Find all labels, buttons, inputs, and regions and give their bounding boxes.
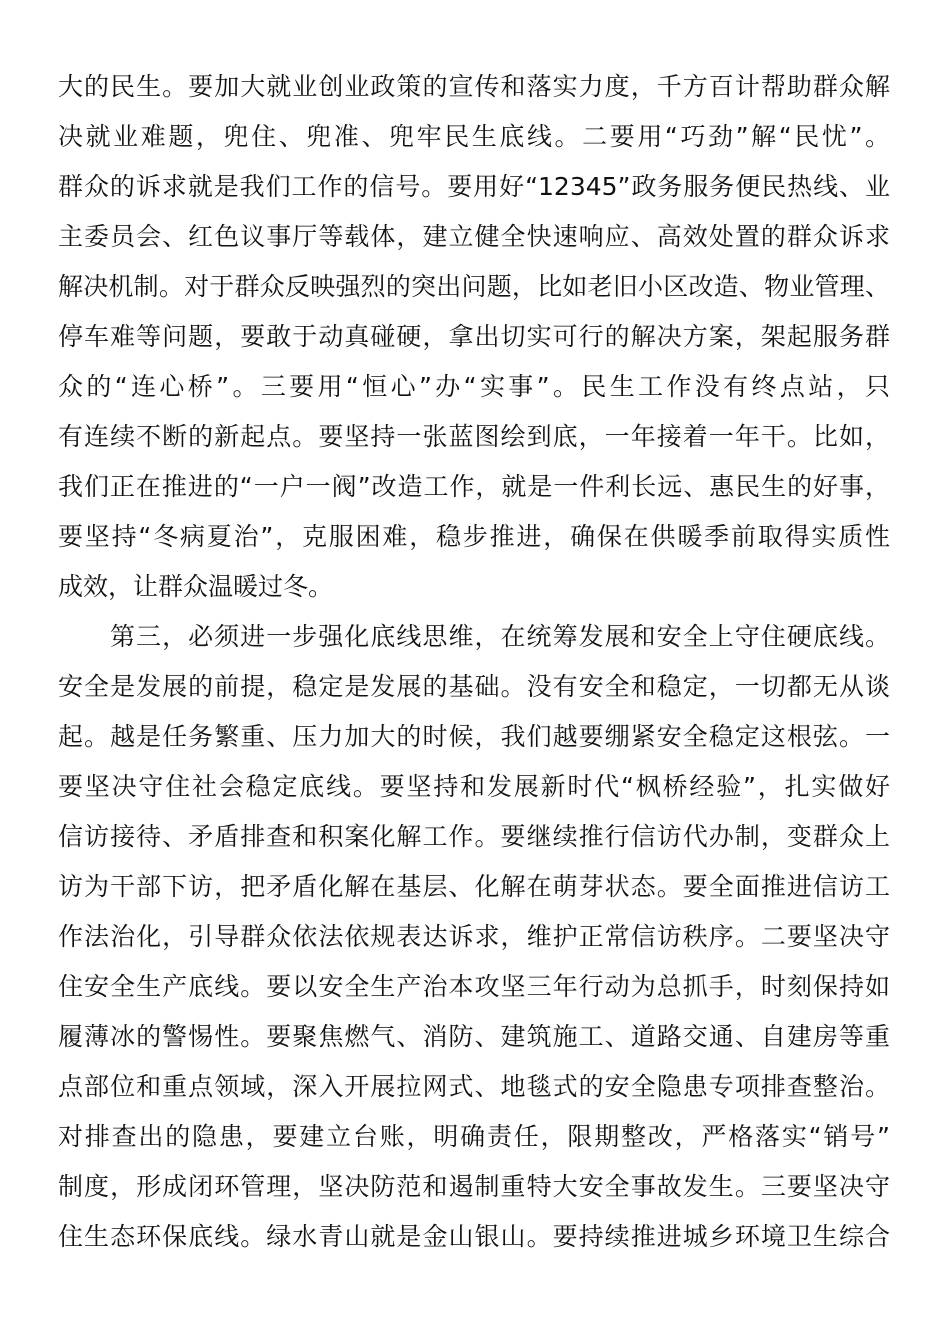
text-line: 群众的诉求就是我们工作的信号。要用好“12345”政务服务便民热线、业 <box>58 172 890 201</box>
text-line: 大的民生。要加大就业创业政策的宣传和落实力度，千方百计帮助群众解 <box>58 72 890 101</box>
text-line: 住生态环保底线。绿水青山就是金山银山。要持续推进城乡环境卫生综合 <box>58 1222 890 1251</box>
text-line: 对排查出的隐患，要建立台账，明确责任，限期整改，严格落实“销号” <box>58 1122 890 1151</box>
text-line: 停车难等问题，要敢于动真碰硬，拿出切实可行的解决方案，架起服务群 <box>58 322 890 351</box>
text-line: 访为干部下访，把矛盾化解在基层、化解在萌芽状态。要全面推进信访工 <box>58 872 890 901</box>
text-line: 决就业难题，兜住、兜准、兜牢民生底线。二要用“巧劲”解“民忧”。 <box>58 122 890 151</box>
text-line: 点部位和重点领域，深入开展拉网式、地毯式的安全隐患专项排查整治。 <box>58 1072 890 1101</box>
text-line: 第三，必须进一步强化底线思维，在统筹发展和安全上守住硬底线。 <box>110 622 890 651</box>
text-line: 众的“连心桥”。三要用“恒心”办“实事”。民生工作没有终点站，只 <box>58 372 890 401</box>
text-line: 信访接待、矛盾排查和积案化解工作。要继续推行信访代办制，变群众上 <box>58 822 890 851</box>
text-line: 作法治化，引导群众依法依规表达诉求，维护正常信访秩序。二要坚决守 <box>58 922 890 951</box>
text-line: 有连续不断的新起点。要坚持一张蓝图绘到底，一年接着一年干。比如， <box>58 422 890 451</box>
text-line: 住安全生产底线。要以安全生产治本攻坚三年行动为总抓手，时刻保持如 <box>58 972 890 1001</box>
text-line: 要坚决守住社会稳定底线。要坚持和发展新时代“枫桥经验”，扎实做好 <box>58 772 890 801</box>
paragraph-1 <box>58 62 890 612</box>
text-line: 解决机制。对于群众反映强烈的突出问题，比如老旧小区改造、物业管理、 <box>58 272 890 301</box>
text-line: 履薄冰的警惕性。要聚焦燃气、消防、建筑施工、道路交通、自建房等重 <box>58 1022 890 1051</box>
text-line: 成效，让群众温暖过冬。 <box>58 572 334 601</box>
text-line: 要坚持“冬病夏治”，克服困难，稳步推进，确保在供暖季前取得实质性 <box>58 522 890 551</box>
text-line: 安全是发展的前提，稳定是发展的基础。没有安全和稳定，一切都无从谈 <box>58 672 890 701</box>
text-line: 我们正在推进的“一户一阀”改造工作，就是一件利长远、惠民生的好事， <box>58 472 890 501</box>
paragraph-2 <box>58 612 890 1262</box>
text-line: 制度，形成闭环管理，坚决防范和遏制重特大安全事故发生。三要坚决守 <box>58 1172 890 1201</box>
text-line: 主委员会、红色议事厅等载体，建立健全快速响应、高效处置的群众诉求 <box>58 222 890 251</box>
text-line: 起。越是任务繁重、压力加大的时候，我们越要绷紧安全稳定这根弦。一 <box>58 722 890 751</box>
